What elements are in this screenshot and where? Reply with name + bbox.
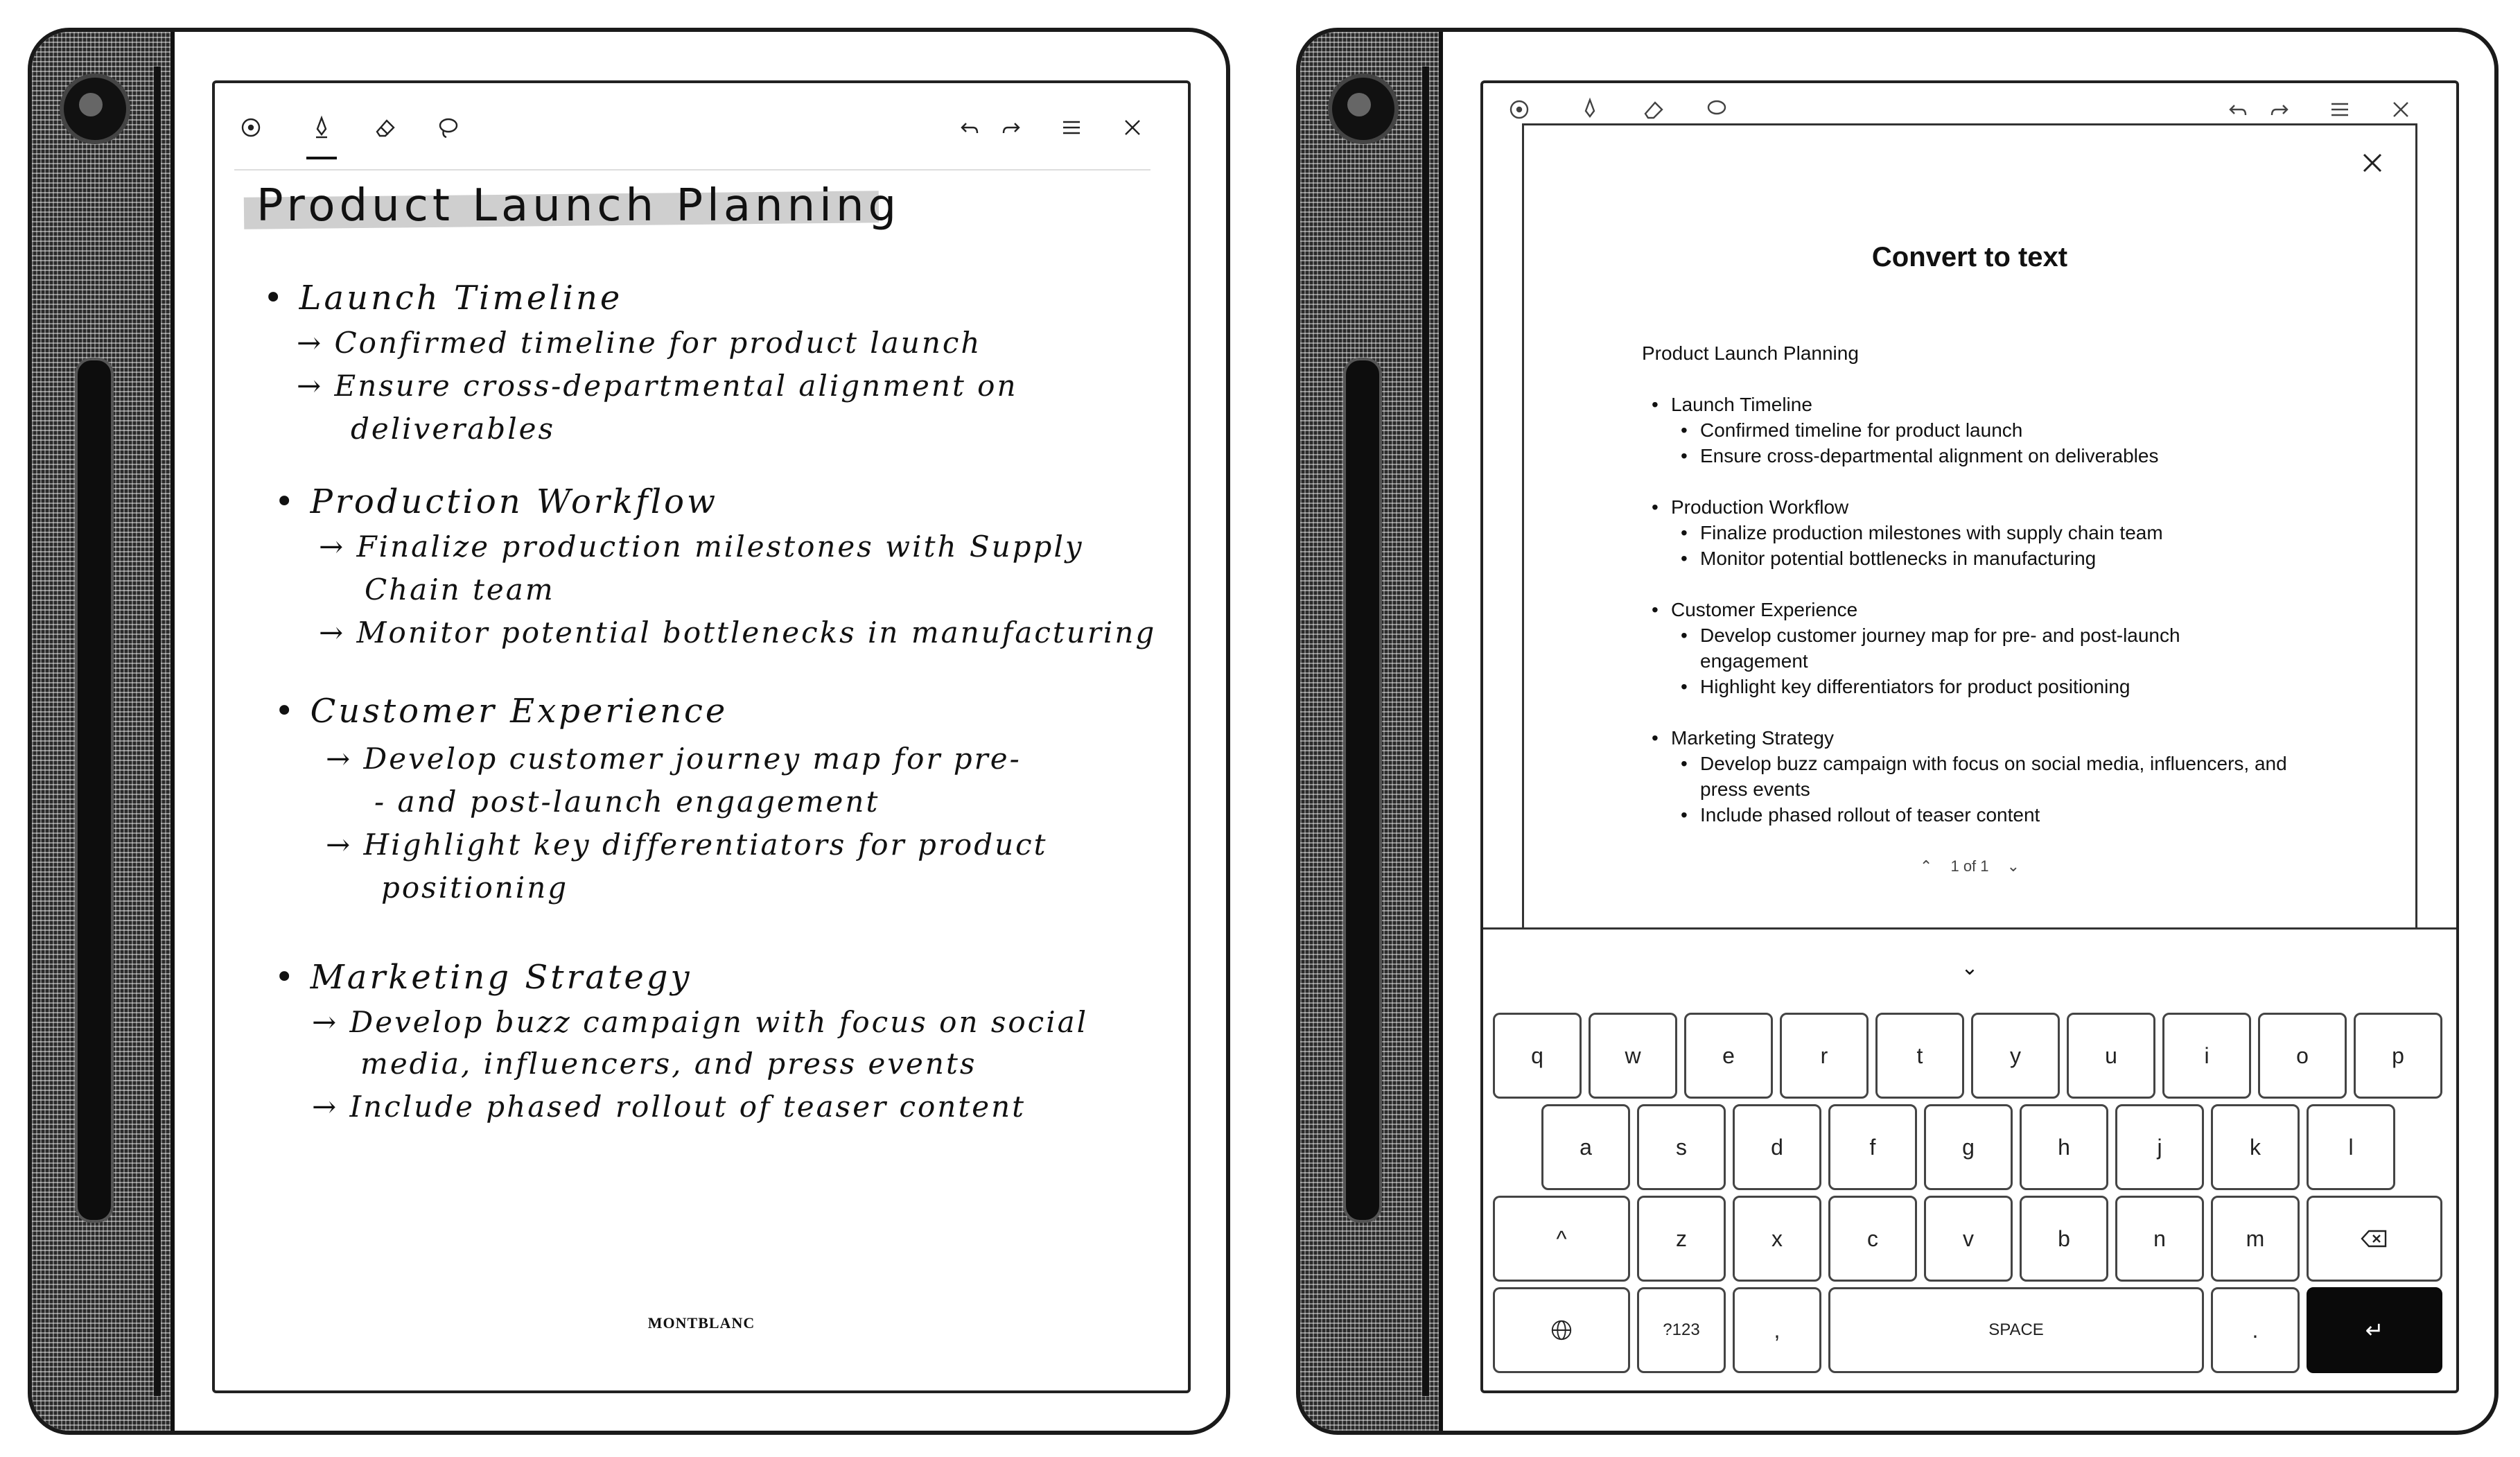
note-line: → Ensure cross-departmental alignment on [297, 369, 1018, 403]
eraser-icon[interactable] [1636, 91, 1672, 128]
toolbar [215, 83, 1188, 169]
device-spine [1300, 32, 1443, 1431]
menu-icon[interactable] [2322, 91, 2358, 128]
brand-logo: MONTBLANC [647, 1314, 755, 1332]
key-c[interactable]: c [1828, 1196, 1917, 1282]
converted-section [1642, 392, 2335, 469]
key-z[interactable]: z [1637, 1196, 1726, 1282]
page-down-icon[interactable]: ⌄ [2006, 857, 2020, 875]
backspace-icon [2361, 1228, 2388, 1249]
page-indicator [1524, 857, 2415, 875]
converted-item: • Develop customer journey map for pre- and post-launch engagement [1642, 622, 2227, 674]
converted-item: • Ensure cross-departmental alignment on deliverables [1642, 443, 2335, 469]
select-icon[interactable] [233, 110, 269, 146]
pen-cap [60, 73, 130, 144]
converted-item: • Develop buzz campaign with focus on social media, influencers, and press events [1642, 751, 2310, 802]
key-b[interactable]: b [2020, 1196, 2108, 1282]
note-line: - and post-launch engagement [374, 785, 880, 819]
note-line: → Confirmed timeline for product launch [297, 326, 982, 360]
toolbar [1483, 83, 2456, 125]
device-spine [32, 32, 175, 1431]
notebook-screen [212, 80, 1191, 1393]
converted-title: Product Launch Planning [1642, 342, 1859, 364]
converted-text [1642, 340, 2335, 853]
note-line: deliverables [351, 412, 556, 446]
key-a[interactable]: a [1541, 1104, 1630, 1190]
converted-heading: • Marketing Strategy [1642, 725, 2335, 751]
keyboard-collapse-icon[interactable]: ⌄ [1961, 957, 1979, 979]
key-f[interactable]: f [1828, 1104, 1917, 1190]
note-line: → Develop buzz campaign with focus on social [312, 1005, 1089, 1039]
key-m[interactable]: m [2211, 1196, 2300, 1282]
convert-dialog [1522, 123, 2417, 929]
converted-item: • Include phased rollout of teaser content [1642, 802, 2335, 828]
note-heading: • Production Workflow [274, 482, 719, 521]
keyboard [1483, 927, 2456, 1390]
lasso-icon[interactable] [1698, 91, 1734, 128]
note-line: positioning [381, 871, 569, 905]
converted-item: • Highlight key differentiators for product positioning [1642, 674, 2335, 699]
note-heading: • Customer Experience [274, 692, 728, 731]
key-numbers[interactable]: ?123 [1637, 1287, 1726, 1373]
spine-edge [154, 67, 161, 1396]
convert-screen [1480, 80, 2459, 1393]
key-g[interactable]: g [1924, 1104, 2013, 1190]
key-d[interactable]: d [1733, 1104, 1821, 1190]
key-period[interactable]: . [2211, 1287, 2300, 1373]
note-line: → Finalize production milestones with Supply [319, 530, 1084, 564]
right-device [1296, 28, 2499, 1435]
key-l[interactable]: l [2307, 1104, 2395, 1190]
toolbar-divider [234, 169, 1150, 171]
eraser-icon[interactable] [367, 110, 403, 146]
page-up-icon[interactable]: ⌃ [1919, 857, 1933, 875]
key-n[interactable]: n [2115, 1196, 2204, 1282]
key-h[interactable]: h [2020, 1104, 2108, 1190]
lasso-icon[interactable] [430, 110, 466, 146]
pen-icon[interactable] [304, 110, 340, 146]
globe-icon [1550, 1318, 1573, 1342]
undo-icon[interactable] [2221, 91, 2257, 128]
dialog-title: Convert to text [1871, 242, 2068, 272]
note-line: Chain team [365, 573, 555, 607]
menu-icon[interactable] [1053, 110, 1090, 146]
key-language[interactable] [1493, 1287, 1630, 1373]
left-device [28, 28, 1230, 1435]
key-shift[interactable]: ^ [1493, 1196, 1630, 1282]
stylus [1343, 358, 1382, 1223]
key-t[interactable]: t [1875, 1013, 1964, 1099]
key-backspace[interactable] [2307, 1196, 2442, 1282]
select-icon[interactable] [1501, 91, 1537, 128]
key-comma[interactable]: , [1733, 1287, 1821, 1373]
key-y[interactable]: y [1971, 1013, 2060, 1099]
stylus [75, 358, 114, 1223]
key-e[interactable]: e [1684, 1013, 1773, 1099]
key-j[interactable]: j [2115, 1104, 2204, 1190]
key-k[interactable]: k [2211, 1104, 2300, 1190]
key-enter[interactable]: ↵ [2307, 1287, 2442, 1373]
key-s[interactable]: s [1637, 1104, 1726, 1190]
note-line: → Highlight key differentiators for product [326, 828, 1048, 862]
converted-section [1642, 725, 2335, 828]
key-o[interactable]: o [2258, 1013, 2347, 1099]
key-v[interactable]: v [1924, 1196, 2013, 1282]
note-line: → Develop customer journey map for pre- [326, 742, 1022, 776]
key-u[interactable]: u [2067, 1013, 2155, 1099]
key-q[interactable]: q [1493, 1013, 1582, 1099]
note-line: media, influencers, and press events [360, 1047, 977, 1081]
close-icon[interactable] [2383, 91, 2419, 128]
converted-item: • Monitor potential bottlenecks in manufacturing [1642, 546, 2335, 571]
key-space[interactable]: SPACE [1828, 1287, 2204, 1373]
note-line: → Monitor potential bottlenecks in manufacturing [319, 616, 1157, 649]
converted-item: • Finalize production milestones with supply chain team [1642, 520, 2335, 546]
converted-heading: • Production Workflow [1642, 494, 2335, 520]
dialog-close-icon[interactable] [2357, 148, 2388, 178]
pen-icon[interactable] [1572, 91, 1608, 128]
converted-section [1642, 597, 2335, 699]
note-title: Product Launch Planning [256, 180, 901, 232]
undo-icon[interactable] [952, 110, 988, 146]
note-heading: • Launch Timeline [263, 279, 623, 317]
redo-icon[interactable] [992, 110, 1029, 146]
spine-edge [1422, 67, 1429, 1396]
converted-heading: • Customer Experience [1642, 597, 2335, 622]
pen-cap [1328, 73, 1399, 144]
converted-item: • Confirmed timeline for product launch [1642, 417, 2335, 443]
close-icon[interactable] [1114, 110, 1150, 146]
key-r[interactable]: r [1780, 1013, 1869, 1099]
active-tool-indicator [306, 157, 337, 159]
page-count: 1 of 1 [1950, 857, 1989, 875]
converted-heading: • Launch Timeline [1642, 392, 2335, 417]
note-heading: • Marketing Strategy [274, 958, 692, 997]
note-line: → Include phased rollout of teaser content [312, 1090, 1026, 1124]
key-x[interactable]: x [1733, 1196, 1821, 1282]
key-i[interactable]: i [2162, 1013, 2251, 1099]
key-p[interactable]: p [2354, 1013, 2442, 1099]
redo-icon[interactable] [2261, 91, 2297, 128]
converted-section [1642, 494, 2335, 571]
key-w[interactable]: w [1589, 1013, 1677, 1099]
